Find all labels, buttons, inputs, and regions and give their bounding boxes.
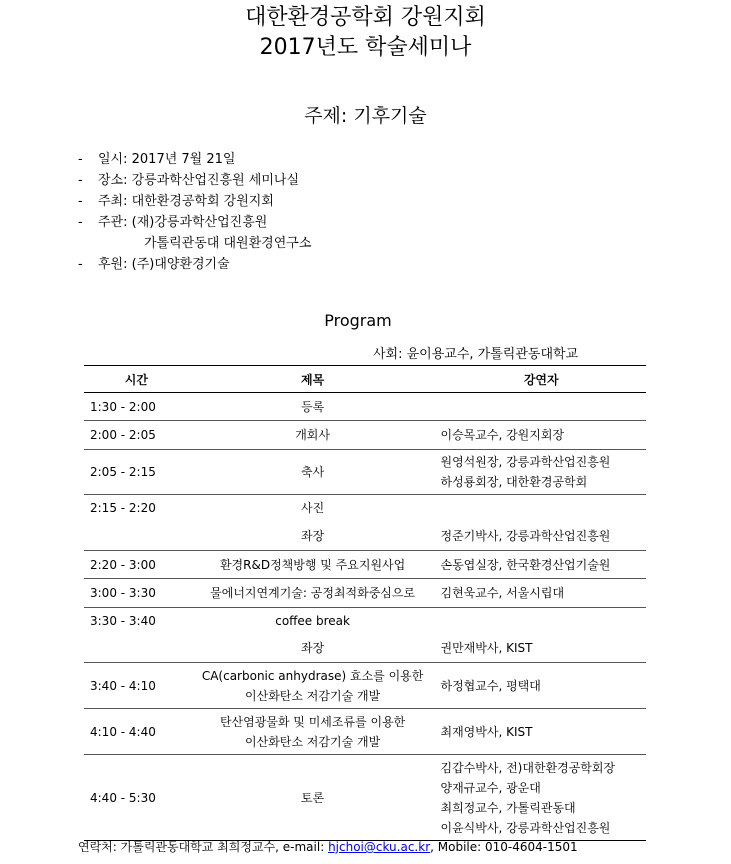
- row-speaker: [436, 393, 646, 421]
- table-row: [84, 551, 646, 579]
- row-speaker: 하정협교수, 평택대: [436, 663, 646, 709]
- table-row: [84, 421, 646, 450]
- row-topic: 축사: [189, 450, 437, 495]
- table-row: [84, 393, 646, 421]
- table-row: [84, 663, 646, 709]
- row-topic: CA(carbonic anhydrase) 효소를 이용한 이산화탄소 저감기술 개발: [189, 663, 437, 709]
- seminar-title-line1: 대한환경공학회 강원지회: [245, 5, 486, 30]
- info-date: - 일시: 2017년 7월 21일: [78, 152, 236, 167]
- row-topic: 물에너지연계기술: 공정최적화중심으로: [189, 579, 437, 608]
- row-time: 3:30 - 3:40: [90, 614, 156, 629]
- table-row: [84, 579, 646, 608]
- contact-line: 연락처: 가톨릭관동대학교 최희정교수, e-mail: hjchoi@cku.ac.kr, Mobile: 010-4604-1501: [78, 840, 578, 854]
- info-place: - 장소: 강릉과학산업진흥원 세미나실: [78, 173, 300, 188]
- row-speaker: 권만재박사, KIST: [436, 635, 646, 663]
- row-time: 2:05 - 2:15: [84, 450, 189, 495]
- row-speaker: 김갑수박사, 전)대한환경공학회장 양재규교수, 광운대 최희정교수, 가톨릭관동대 이윤식박사, 강릉과학산업진흥원: [436, 755, 646, 841]
- row-topic: 좌장: [189, 635, 437, 663]
- table-row: [84, 522, 646, 551]
- row-topic: 탄산염광물화 및 미세조류를 이용한 이산화탄소 저감기술 개발: [189, 709, 437, 755]
- row-time: [84, 635, 189, 663]
- table-row: [84, 495, 646, 522]
- row-topic: 개회사: [189, 421, 437, 450]
- program-heading: Program: [324, 311, 392, 330]
- row-speaker: 손동엽실장, 한국환경산업기술원: [436, 551, 646, 579]
- table-row: [84, 635, 646, 663]
- info-organizer: - 주관: (재)강릉과학산업진흥원: [78, 215, 268, 230]
- info-organizer-2: 가톨릭관동대 대원환경연구소: [144, 236, 312, 251]
- row-speaker: 원영석원장, 강릉과학산업진흥원 하성룡회장, 대한환경공학회: [436, 450, 646, 495]
- row-time: [84, 522, 189, 551]
- row-topic: 좌장: [189, 522, 437, 551]
- row-time: 2:00 - 2:05: [84, 421, 189, 450]
- row-speaker: 김현욱교수, 서울시립대: [436, 579, 646, 608]
- row-topic: 등록: [189, 393, 437, 421]
- row-speaker: [436, 608, 646, 635]
- table-row: [84, 608, 646, 635]
- row-time: 4:10 - 4:40: [84, 709, 189, 755]
- header-topic: 제목: [189, 366, 437, 393]
- row-topic: 환경R&D정책방행 및 주요지원사업: [189, 551, 437, 579]
- info-sponsor: - 후원: (주)대양환경기술: [78, 257, 230, 272]
- seminar-title-line2: 2017년도 학술세미나: [259, 35, 472, 60]
- program-moderator: 사회: 윤이용교수, 가톨릭관동대학교: [373, 347, 579, 362]
- table-row: [84, 450, 646, 495]
- info-host: - 주최: 대한환경공학회 강원지회: [78, 194, 274, 209]
- table-header-row: [84, 366, 646, 393]
- row-time: 3:00 - 3:30: [84, 579, 189, 608]
- row-time: 2:20 - 3:00: [84, 551, 189, 579]
- row-time: 3:40 - 4:10: [84, 663, 189, 709]
- row-topic: 토론: [189, 755, 437, 841]
- row-speaker: 정준기박사, 강릉과학산업진흥원: [436, 522, 646, 551]
- row-speaker: 이승목교수, 강원지회장: [436, 421, 646, 450]
- seminar-subject: 주제: 기후기술: [304, 105, 427, 127]
- row-time: 4:40 - 5:30: [84, 755, 189, 841]
- header-speaker: 강연자: [436, 366, 646, 393]
- row-speaker: [436, 495, 646, 522]
- contact-email-link[interactable]: hjchoi@cku.ac.kr: [328, 840, 431, 854]
- table-row: [84, 709, 646, 755]
- row-topic: coffee break: [275, 614, 350, 629]
- program-table: [84, 365, 646, 841]
- row-time: 2:15 - 2:20: [90, 501, 156, 516]
- row-time: 1:30 - 2:00: [84, 393, 189, 421]
- row-speaker: 최재영박사, KIST: [436, 709, 646, 755]
- header-time: 시간: [84, 366, 189, 393]
- row-topic: 사진: [301, 501, 325, 516]
- table-row: [84, 755, 646, 841]
